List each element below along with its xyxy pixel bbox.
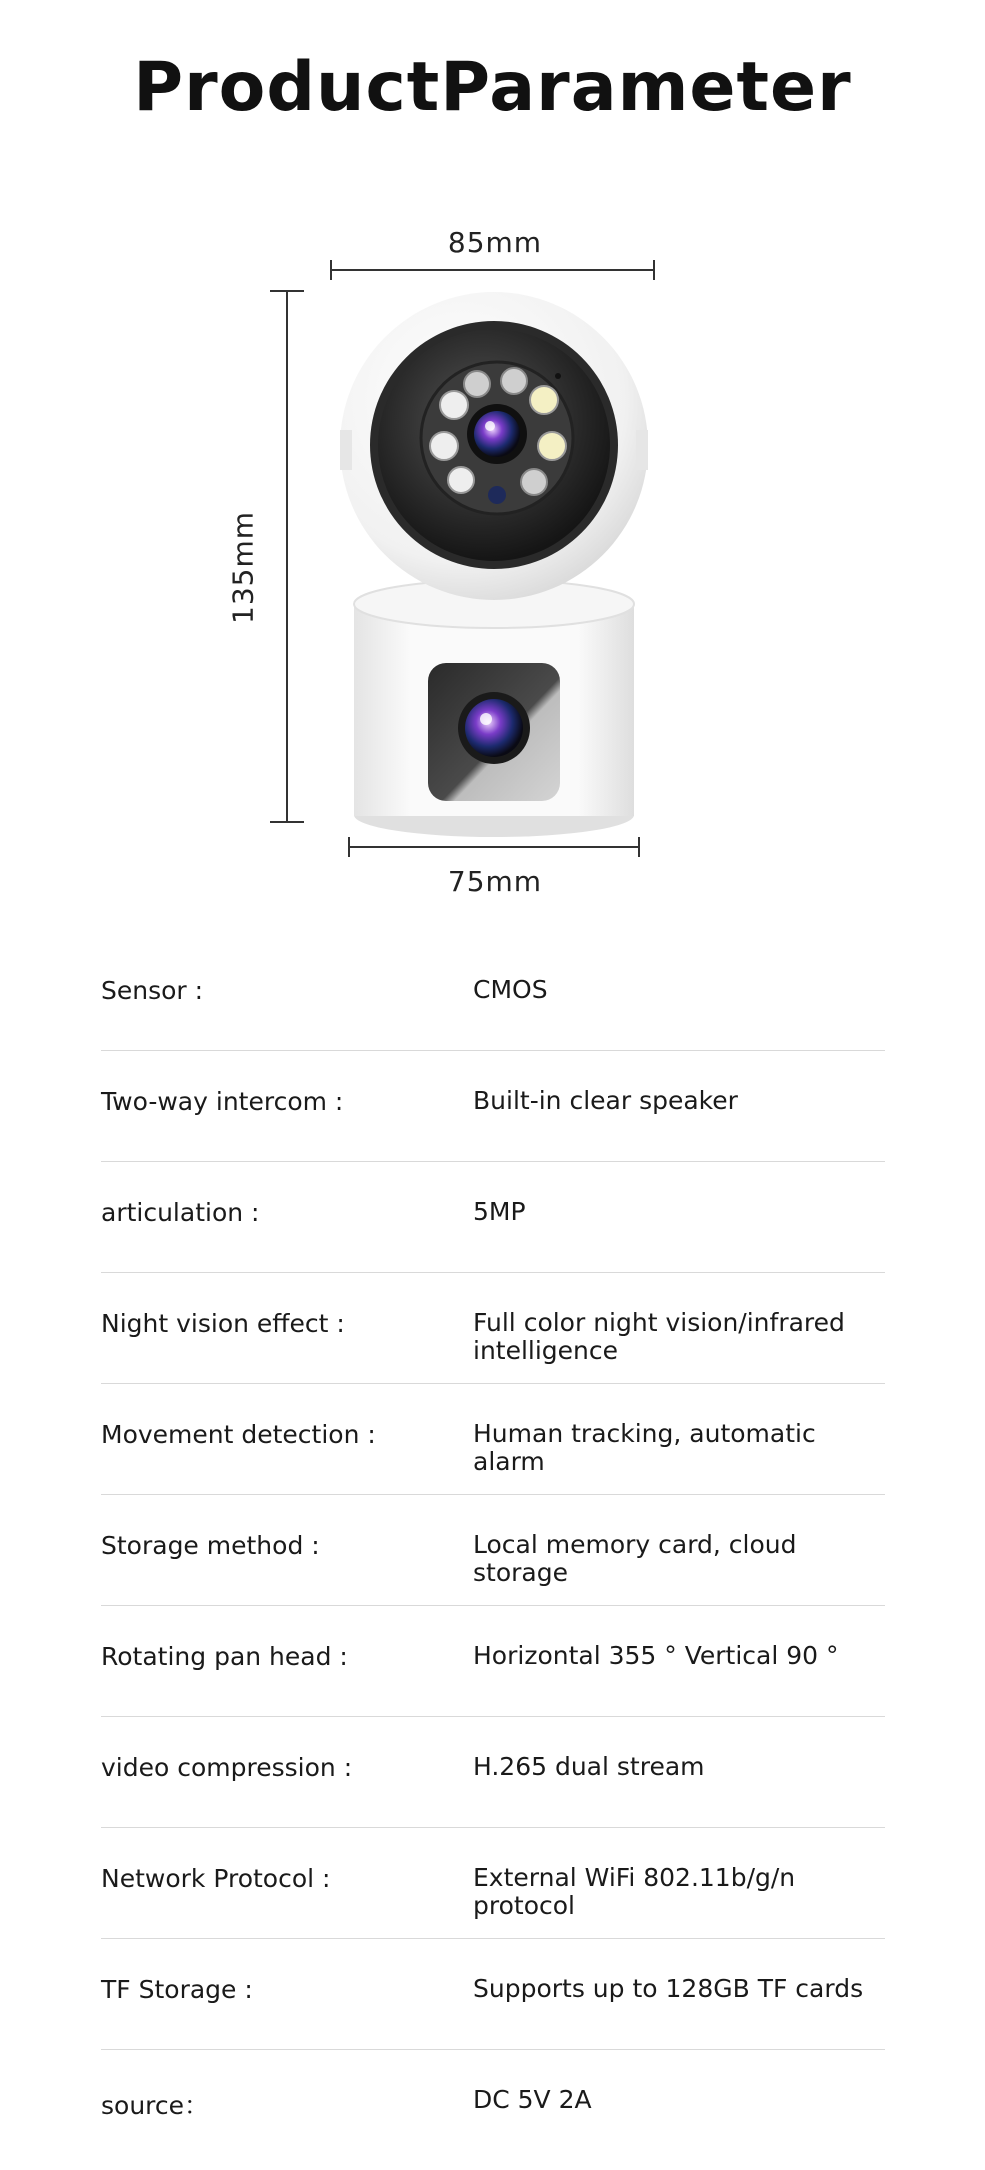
spec-row <box>101 1717 885 1828</box>
spec-label: articulation : <box>101 1198 260 1227</box>
spec-value: Local memory card, cloud storage <box>473 1530 797 1587</box>
dimension-top-width: 85mm <box>447 226 543 259</box>
spec-value: Full color night vision/infrared intelligence <box>473 1308 845 1365</box>
camera-base <box>354 580 634 837</box>
camera-head <box>340 292 648 600</box>
spec-row <box>101 1384 885 1495</box>
spec-value: DC 5V 2A <box>473 2085 592 2114</box>
spec-label: TF Storage : <box>101 1975 253 2004</box>
spec-value: External WiFi 802.11b/g/n protocol <box>473 1863 796 1920</box>
spec-row <box>101 1273 885 1384</box>
spec-label: Night vision effect : <box>101 1309 345 1338</box>
spec-value: CMOS <box>473 975 548 1004</box>
dimension-line-bottom <box>349 837 639 857</box>
product-figure <box>0 220 985 920</box>
spec-value: Supports up to 128GB TF cards <box>473 1974 864 2003</box>
camera-illustration <box>0 220 985 920</box>
dimension-line-side <box>270 291 304 822</box>
spec-label: Network Protocol : <box>101 1864 331 1893</box>
spec-table <box>101 940 885 2160</box>
spec-row <box>101 2050 885 2160</box>
spec-value: 5MP <box>473 1197 526 1226</box>
spec-row <box>101 1828 885 1939</box>
spec-row <box>101 1939 885 2050</box>
spec-value: Horizontal 355 ° Vertical 90 ° <box>473 1641 839 1670</box>
spec-label: source： <box>101 2091 210 2120</box>
dimension-bottom-width: 75mm <box>447 865 543 898</box>
spec-row <box>101 1495 885 1606</box>
spec-label: Movement detection : <box>101 1420 376 1449</box>
dimension-line-top <box>331 260 654 280</box>
spec-row <box>101 940 885 1051</box>
spec-label: Rotating pan head : <box>101 1642 348 1671</box>
spec-value: Human tracking, automatic alarm <box>473 1419 816 1476</box>
spec-label: Two-way intercom : <box>101 1087 344 1116</box>
spec-row <box>101 1051 885 1162</box>
spec-row <box>101 1606 885 1717</box>
spec-row <box>101 1162 885 1273</box>
spec-label: Storage method : <box>101 1531 320 1560</box>
spec-value: H.265 dual stream <box>473 1752 705 1781</box>
dimension-height: 135mm <box>226 511 260 624</box>
page-title: ProductParameter <box>133 48 852 127</box>
spec-value: Built-in clear speaker <box>473 1086 738 1115</box>
spec-label: Sensor : <box>101 976 204 1005</box>
spec-label: video compression : <box>101 1753 353 1782</box>
